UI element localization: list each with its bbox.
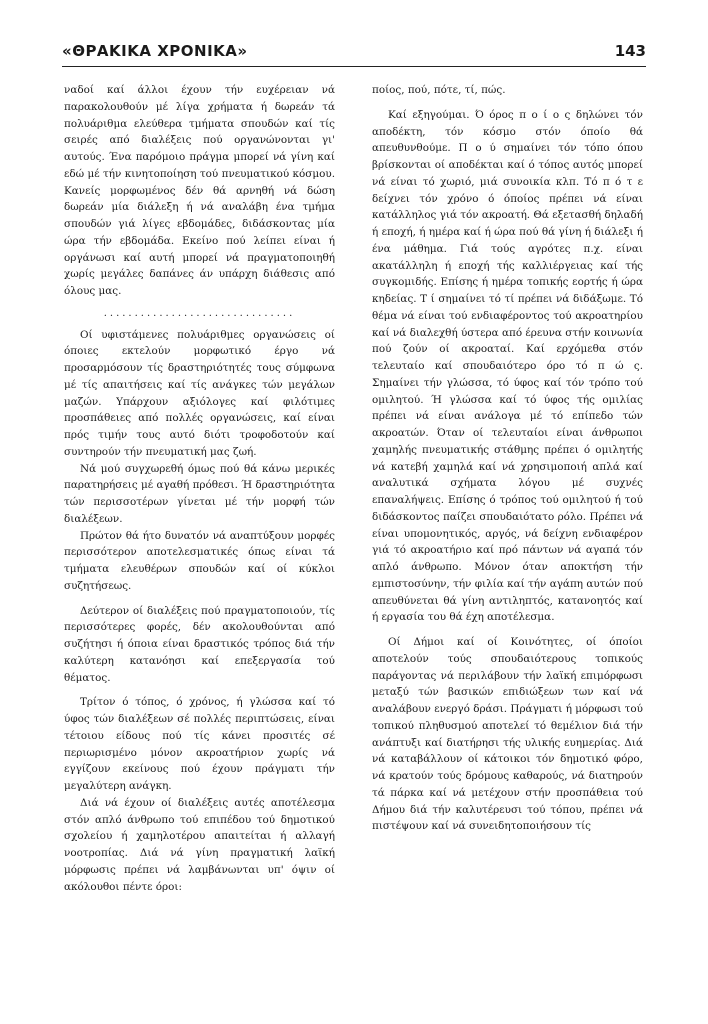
paragraph: Δεύτερον οί διαλέξεις πού πραγματοποιούν, τίς περισσότερες φορές, δέν ακολουθούνται από συζήτησι ή όποια είναι δραστικός τρόπος διά τήν καλύτερη κατανόησι καί επεξεργασία τού θέματος.	[64, 604, 335, 684]
paragraph: Τρίτον ό τόπος, ό χρόνος, ή γλώσσα καί τό ύφος τών διαλέξεων σέ πολλές περιπτώσεις, είναι τέτοιου είδους πού τίς κάνει προσιτές σέ περιωρισμένο μόνον ακροατήριον χωρίς νά εγγίζουν εκείνους πού έχουν πράγματι τήν μεγαλύτερη ανάγκη.	[64, 696, 335, 792]
paragraph: Καί εξηγούμαι. Ό όρος π ο ί ο ς δηλώνει τόν αποδέκτη, τόν κόσμο στόν όποίο θά απευθυνθούμε. Π ο ύ σημαίνει τόν τόπο όπου βρίσκονται οί αποδέκται καί ό τόπος αυτός μπορεί νά είναι τό χωριό, μιά συνοικία κλπ. Τό π ό τ ε δείχνει τόν χρόνο ό όποίος πρέπει νά είναι κατάλληλος γιά τόν ακροατή. Θά εξετασθή δηλαδή ή εποχή, ή ημέρα καί ή ώρα πού θά γίνη ή διάλεξι ή ένα μάθημα. Γιά τούς αγρότες π.χ. είναι ακατάλληλη ή εποχή τής καλλιέργειας καί τής συγκομιδής. Επίσης ή ημέρα τοπικής εορτής ή ώρα κηδείας. Τ ί σημαίνει τό τί πρέπει νά διδάξωμε. Τό θέμα νά είναι τού ενδιαφέροντος τού ακροατηρίου καί νά διαλεχθή ύστερα από έρευνα στήν κοινωνία πού ζούν οί ακροαταί. Καί ερχόμεθα στόν τελευταίο καί σπουδαιότερο όρο τό π ώ ς. Σημαίνει τήν γλώσσα, τό ύφος καί τόν τρόπο τού ομιλητού. Ή γλώσσα καί τό ύφος τής ομιλίας πρέπει νά είναι ανάλογα μέ τό επίπεδο τών ακροατών. Όταν οί τελευταίοι είναι άνθρωποι χαμηλής πνευματικής στάθμης πρέπει ό ομιλητής νά κατεβή χαμηλά καί νά χρησιμοποιή απλά καί αναλυτικά σχήματα λόγου μέ συχνές επαναλήψεις. Επίσης ό τρόπος τού ομιλητού ή τού διδάσκοντος παίζει σπουδαιότατο ρόλο. Πρέπει νά είναι υπομονητικός, αργός, νά δείχνη ενδιαφέρον γιά τό ακροατήριο καί πρό πάντων νά αγαπά τόν απλό άνθρωπο. Μόνον όταν αποκτήση τήν εμπιστοσύνην, τήν φιλία καί τήν αγάπη αυτών πού απευθύνεται θά γίνη αντιληπτός, κατανοητός καί ή εργασία του θά έχη αποτέλεσμα.	[372, 108, 643, 624]
header-rule	[62, 66, 646, 67]
paragraph: Νά μού συγχωρεθή όμως πού θά κάνω μερικές παρατηρήσεις μέ αγαθή πρόθεσι. Ή δραστηριότητα τών περισσοτέρων γίνεται μέ τήν μορφή τών διαλέξεων.	[64, 462, 335, 525]
paragraph: Οί υφιστάμενες πολυάριθμες οργανώσεις οί όποιες εκτελούν μορφωτικό έργο νά προσαρμόσουν τίς δραστηριότητές τους σύμφωνα μέ τίς απαιτήσεις καί τίς ανάγκες τών μεγάλων μαζών. Υπάρχουν αξιόλογες καί φιλότιμες προσπάθειες από πολλές οργανώσεις, καί είναι πρός τιμήν τους αυτό διότι τροφοδοτούν καί συντηρούν τήν πνευματική μας ζωή.	[64, 328, 335, 458]
page-number: 143	[614, 42, 646, 60]
journal-title: «ΘΡΑΚΙΚΑ ΧΡΟΝΙΚΑ»	[62, 42, 248, 60]
paragraph: ποίος, πού, πότε, τί, πώς.	[372, 84, 506, 96]
right-column	[372, 82, 643, 835]
paragraph: Οί Δήμοι καί οί Κοινότητες, οί όποίοι αποτελούν τούς σπουδαιότερους τοπικούς παράγοντας νά περιλάβουν τήν λαϊκή επιμόρφωσι μεταξύ τών βασικών επιδιώξεων των καί νά αναλάβουν ενεργό δράσι. Πράγματι ή μόρφωσι τού τοπικού πληθυσμού αποτελεί τό θεμέλιον διά τήν ανάπτυξι καί διατήρησι τής υλικής ευημερίας. Διά νά καταβάλλουν οί κάτοικοι τόν δημοτικό φόρο, νά κρατούν τούς δρόμους καθαρούς, νά διατηρούν τά πάρκα καί νά μετέχουν στήν προσπάθεια τού Δήμου διά τήν καλυτέρευσι τού τόπου, πρέπει νά πιστέψουν καί νά συνειδητοποιήσουν τίς	[372, 636, 643, 833]
running-header	[62, 42, 646, 66]
section-separator: ...............................	[103, 307, 296, 319]
paragraph: Διά νά έχουν οί διαλέξεις αυτές αποτέλεσμα στόν απλό άνθρωπο τού επιπέδου τού δημοτικού σχολείου ή χαμηλοτέρου απαιτείται ή αλλαγή νοοτροπίας. Διά νά γίνη πραγματική λαϊκή μόρφωσις πρέπει νά λαμβάνωνται υπ' όψιν οί ακόλουθοι πέντε όροι:	[64, 796, 335, 893]
paragraph: Πρώτον θά ήτο δυνατόν νά αναπτύξουν μορφές περισσότερον αποτελεσματικές όπως είναι τά τμήματα ελευθέρων σπουδών καί οί κύκλοι συζητήσεως.	[64, 529, 335, 592]
paragraph: ναδοί καί άλλοι έχουν τήν ευχέρειαν νά παρακολουθούν μέ λίγα χρήματα ή δωρεάν τά πολυάριθμα ελεύθερα τμήματα σπουδών καί τίς σειρές από διαλέξεις πού οργανώνονται γι' αυτούς. Ένα παρόμοιο πράγμα μπορεί νά γίνη καί εδώ μέ τήν κινητοποίηση τού πνευματικού κόσμου. Κανείς μορφωμένος δέν θά αρνηθή νά δώση δωρεάν μία διάλεξη ή νά αναλάβη ένα τμήμα σπουδών γιά λίγες εβδομάδες, διδάσκοντας μία ώρα τήν εβδομάδα. Εκείνο πού λείπει είναι ή οργάνωσι καί αυτή μπορεί νά πραγματοποιηθή χωρίς μεγάλες δαπάνες άν υπάρχη διάθεσις από όλους μας.	[64, 84, 335, 297]
left-column	[64, 82, 335, 895]
